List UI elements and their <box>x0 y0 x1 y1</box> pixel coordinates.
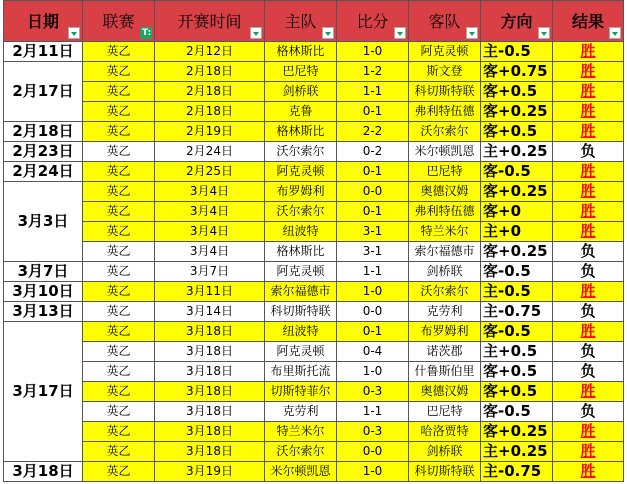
score-cell[interactable]: 0-1 <box>337 322 409 342</box>
score-cell[interactable]: 0-0 <box>337 182 409 202</box>
start-time-cell[interactable]: 3月18日 <box>155 322 265 342</box>
start-time-cell[interactable]: 3月18日 <box>155 402 265 422</box>
away-team-cell[interactable]: 什鲁斯伯里 <box>409 362 481 382</box>
league-cell[interactable]: 英乙 <box>83 122 155 142</box>
home-team-cell[interactable]: 格林斯比 <box>265 42 337 62</box>
table-row <box>4 82 624 102</box>
result-cell[interactable]: 负 <box>553 402 624 422</box>
result-cell[interactable]: 胜 <box>553 282 624 302</box>
score-cell[interactable]: 1-0 <box>337 362 409 382</box>
league-cell[interactable]: 英乙 <box>83 442 155 462</box>
score-cell[interactable]: 0-2 <box>337 142 409 162</box>
table-row <box>4 362 624 382</box>
score-cell[interactable]: 0-1 <box>337 162 409 182</box>
result-cell[interactable]: 负 <box>553 302 624 322</box>
filter-dropdown-icon[interactable] <box>466 27 478 39</box>
date-cell[interactable]: 3月3日 <box>4 182 83 262</box>
home-team-cell[interactable]: 科切斯特联 <box>265 302 337 322</box>
start-time-cell[interactable]: 3月18日 <box>155 442 265 462</box>
result-cell[interactable]: 胜 <box>553 82 624 102</box>
league-cell[interactable]: 英乙 <box>83 162 155 182</box>
direction-cell[interactable]: 客+0.5 <box>481 82 553 102</box>
league-cell[interactable]: 英乙 <box>83 102 155 122</box>
league-cell[interactable]: 英乙 <box>83 322 155 342</box>
direction-cell[interactable]: 客+0.75 <box>481 62 553 82</box>
filter-dropdown-icon[interactable] <box>609 27 621 39</box>
home-team-cell[interactable]: 布罗姆利 <box>265 182 337 202</box>
table-row <box>4 442 624 462</box>
away-team-cell[interactable]: 奥德汉姆 <box>409 182 481 202</box>
direction-cell[interactable]: 客+0.5 <box>481 362 553 382</box>
start-time-cell[interactable]: 3月18日 <box>155 342 265 362</box>
table-row <box>4 222 624 242</box>
league-cell[interactable]: 英乙 <box>83 362 155 382</box>
home-team-cell[interactable]: 格林斯比 <box>265 242 337 262</box>
match-table <box>3 0 624 482</box>
start-time-cell[interactable]: 3月18日 <box>155 422 265 442</box>
result-cell[interactable]: 胜 <box>553 182 624 202</box>
start-time-cell[interactable]: 2月18日 <box>155 62 265 82</box>
league-cell[interactable]: 英乙 <box>83 62 155 82</box>
score-cell[interactable]: 1-1 <box>337 82 409 102</box>
start-time-cell[interactable]: 2月18日 <box>155 102 265 122</box>
score-cell[interactable]: 3-1 <box>337 222 409 242</box>
home-team-cell[interactable]: 巴尼特 <box>265 62 337 82</box>
away-team-cell[interactable]: 剑桥联 <box>409 442 481 462</box>
away-team-cell[interactable]: 科切斯特联 <box>409 462 481 482</box>
start-time-cell[interactable]: 2月12日 <box>155 42 265 62</box>
start-time-cell[interactable]: 2月19日 <box>155 122 265 142</box>
league-cell[interactable]: 英乙 <box>83 342 155 362</box>
start-time-cell[interactable]: 3月7日 <box>155 262 265 282</box>
direction-cell[interactable]: 客+0.25 <box>481 422 553 442</box>
score-cell[interactable]: 0-1 <box>337 102 409 122</box>
score-cell[interactable]: 0-4 <box>337 342 409 362</box>
home-team-cell[interactable]: 纽波特 <box>265 322 337 342</box>
header-start-time: 开赛时间 <box>155 1 265 42</box>
home-team-cell[interactable]: 克劳利 <box>265 402 337 422</box>
score-cell[interactable]: 1-0 <box>337 282 409 302</box>
start-time-cell[interactable]: 2月18日 <box>155 82 265 102</box>
result-cell[interactable]: 胜 <box>553 102 624 122</box>
home-team-cell[interactable]: 索尔福德市 <box>265 282 337 302</box>
score-cell[interactable]: 0-0 <box>337 302 409 322</box>
filter-dropdown-icon[interactable] <box>68 27 80 39</box>
direction-cell[interactable]: 客+0.5 <box>481 382 553 402</box>
league-cell[interactable]: 英乙 <box>83 222 155 242</box>
home-team-cell[interactable]: 克鲁 <box>265 102 337 122</box>
result-cell[interactable]: 胜 <box>553 422 624 442</box>
table-row <box>4 382 624 402</box>
table-row <box>4 162 624 182</box>
away-team-cell[interactable]: 哈洛贾特 <box>409 422 481 442</box>
date-cell[interactable]: 3月18日 <box>4 462 83 482</box>
home-team-cell[interactable]: 阿克灵顿 <box>265 342 337 362</box>
table-row <box>4 462 624 482</box>
result-cell[interactable]: 胜 <box>553 462 624 482</box>
away-team-cell[interactable]: 斯文登 <box>409 62 481 82</box>
score-cell[interactable]: 1-2 <box>337 62 409 82</box>
header-score: 比分 <box>337 1 409 42</box>
away-team-cell[interactable]: 沃尔索尔 <box>409 282 481 302</box>
direction-cell[interactable]: 客+0.5 <box>481 122 553 142</box>
result-cell[interactable]: 胜 <box>553 162 624 182</box>
result-cell[interactable]: 胜 <box>553 122 624 142</box>
table-row <box>4 422 624 442</box>
result-cell[interactable]: 胜 <box>553 62 624 82</box>
direction-cell[interactable]: 客-0.5 <box>481 322 553 342</box>
header-direction: 方向 <box>481 1 553 42</box>
direction-cell[interactable]: 主-0.75 <box>481 462 553 482</box>
home-team-cell[interactable]: 特兰米尔 <box>265 422 337 442</box>
start-time-cell[interactable]: 3月18日 <box>155 382 265 402</box>
date-cell[interactable]: 3月10日 <box>4 282 83 302</box>
header-date: 日期 <box>4 1 83 42</box>
table-row <box>4 42 624 62</box>
away-team-cell[interactable]: 布罗姆利 <box>409 322 481 342</box>
result-cell[interactable]: 负 <box>553 362 624 382</box>
league-cell[interactable]: 英乙 <box>83 262 155 282</box>
home-team-cell[interactable]: 沃尔索尔 <box>265 142 337 162</box>
home-team-cell[interactable]: 米尔顿凯恩 <box>265 462 337 482</box>
away-team-cell[interactable]: 克劳利 <box>409 302 481 322</box>
start-time-cell[interactable]: 2月24日 <box>155 142 265 162</box>
home-team-cell[interactable]: 格林斯比 <box>265 122 337 142</box>
score-cell[interactable]: 1-0 <box>337 42 409 62</box>
away-team-cell[interactable]: 诺茨郡 <box>409 342 481 362</box>
away-team-cell[interactable]: 巴尼特 <box>409 162 481 182</box>
direction-cell[interactable]: 客-0.5 <box>481 262 553 282</box>
home-team-cell[interactable]: 沃尔索尔 <box>265 442 337 462</box>
direction-cell[interactable]: 客-0.5 <box>481 162 553 182</box>
table-row <box>4 342 624 362</box>
score-cell[interactable]: 0-3 <box>337 422 409 442</box>
away-team-cell[interactable]: 奥德汉姆 <box>409 382 481 402</box>
score-cell[interactable]: 1-1 <box>337 402 409 422</box>
date-cell[interactable]: 2月11日 <box>4 42 83 62</box>
direction-cell[interactable]: 客+0.25 <box>481 102 553 122</box>
away-team-cell[interactable]: 弗利特伍德 <box>409 202 481 222</box>
home-team-cell[interactable]: 阿克灵顿 <box>265 162 337 182</box>
league-cell[interactable]: 英乙 <box>83 302 155 322</box>
direction-cell[interactable]: 客-0.5 <box>481 402 553 422</box>
date-cell[interactable]: 3月13日 <box>4 302 83 322</box>
filter-dropdown-icon[interactable] <box>250 27 262 39</box>
result-cell[interactable]: 胜 <box>553 442 624 462</box>
filter-dropdown-icon[interactable] <box>538 27 550 39</box>
start-time-cell[interactable]: 3月4日 <box>155 182 265 202</box>
home-team-cell[interactable]: 剑桥联 <box>265 82 337 102</box>
table-row <box>4 182 624 202</box>
league-cell[interactable]: 英乙 <box>83 182 155 202</box>
result-cell[interactable]: 负 <box>553 142 624 162</box>
league-cell[interactable]: 英乙 <box>83 402 155 422</box>
result-cell[interactable]: 负 <box>553 242 624 262</box>
table-row <box>4 62 624 82</box>
filter-active-icon[interactable] <box>140 27 152 39</box>
table-row <box>4 142 624 162</box>
result-cell[interactable]: 胜 <box>553 42 624 62</box>
table-row <box>4 262 624 282</box>
direction-cell[interactable]: 主-0.5 <box>481 282 553 302</box>
score-cell[interactable]: 0-3 <box>337 382 409 402</box>
table-row <box>4 202 624 222</box>
home-team-cell[interactable]: 阿克灵顿 <box>265 262 337 282</box>
start-time-cell[interactable]: 3月14日 <box>155 302 265 322</box>
score-cell[interactable]: 1-1 <box>337 262 409 282</box>
start-time-cell[interactable]: 3月11日 <box>155 282 265 302</box>
start-time-cell[interactable]: 3月19日 <box>155 462 265 482</box>
away-team-cell[interactable]: 巴尼特 <box>409 402 481 422</box>
table-row <box>4 242 624 262</box>
header-row <box>4 1 624 42</box>
home-team-cell[interactable]: 沃尔索尔 <box>265 202 337 222</box>
away-team-cell[interactable]: 米尔顿凯恩 <box>409 142 481 162</box>
away-team-cell[interactable]: 沃尔索尔 <box>409 122 481 142</box>
away-team-cell[interactable]: 弗利特伍德 <box>409 102 481 122</box>
start-time-cell[interactable]: 3月4日 <box>155 242 265 262</box>
table-row <box>4 122 624 142</box>
start-time-cell[interactable]: 3月4日 <box>155 222 265 242</box>
result-cell[interactable]: 负 <box>553 262 624 282</box>
away-team-cell[interactable]: 特兰米尔 <box>409 222 481 242</box>
date-cell[interactable]: 2月23日 <box>4 142 83 162</box>
league-cell[interactable]: 英乙 <box>83 382 155 402</box>
date-cell[interactable]: 3月7日 <box>4 262 83 282</box>
direction-cell[interactable]: 主+0.25 <box>481 142 553 162</box>
table-row <box>4 302 624 322</box>
home-team-cell[interactable]: 切斯特菲尔 <box>265 382 337 402</box>
header-away: 客队 <box>409 1 481 42</box>
start-time-cell[interactable]: 2月25日 <box>155 162 265 182</box>
result-cell[interactable]: 胜 <box>553 382 624 402</box>
result-cell[interactable]: 胜 <box>553 322 624 342</box>
league-cell[interactable]: 英乙 <box>83 282 155 302</box>
result-cell[interactable]: 负 <box>553 342 624 362</box>
score-cell[interactable]: 0-0 <box>337 442 409 462</box>
score-cell[interactable]: 3-1 <box>337 242 409 262</box>
date-cell[interactable]: 2月24日 <box>4 162 83 182</box>
direction-cell[interactable]: 主-0.75 <box>481 302 553 322</box>
score-cell[interactable]: 2-2 <box>337 122 409 142</box>
direction-cell[interactable]: 主+0 <box>481 222 553 242</box>
league-cell[interactable]: 英乙 <box>83 462 155 482</box>
league-cell[interactable]: 英乙 <box>83 42 155 62</box>
league-cell[interactable]: 英乙 <box>83 82 155 102</box>
table-row <box>4 402 624 422</box>
result-cell[interactable]: 胜 <box>553 222 624 242</box>
date-cell[interactable]: 2月17日 <box>4 62 83 122</box>
away-team-cell[interactable]: 科切斯特联 <box>409 82 481 102</box>
home-team-cell[interactable]: 纽波特 <box>265 222 337 242</box>
filter-dropdown-icon[interactable] <box>394 27 406 39</box>
direction-cell[interactable]: 主+0.25 <box>481 442 553 462</box>
table-row <box>4 322 624 342</box>
home-team-cell[interactable]: 布里斯托流 <box>265 362 337 382</box>
filter-dropdown-icon[interactable] <box>322 27 334 39</box>
away-team-cell[interactable]: 索尔福德市 <box>409 242 481 262</box>
table-row <box>4 282 624 302</box>
direction-cell[interactable]: 客+0.25 <box>481 242 553 262</box>
start-time-cell[interactable]: 3月4日 <box>155 202 265 222</box>
league-cell[interactable]: 英乙 <box>83 242 155 262</box>
direction-cell[interactable]: 客+0 <box>481 202 553 222</box>
date-cell[interactable]: 3月17日 <box>4 322 83 462</box>
direction-cell[interactable]: 主+0.5 <box>481 342 553 362</box>
score-cell[interactable]: 1-0 <box>337 462 409 482</box>
league-cell[interactable]: 英乙 <box>83 142 155 162</box>
result-cell[interactable]: 胜 <box>553 202 624 222</box>
start-time-cell[interactable]: 3月18日 <box>155 362 265 382</box>
league-cell[interactable]: 英乙 <box>83 422 155 442</box>
direction-cell[interactable]: 客+0.25 <box>481 182 553 202</box>
date-cell[interactable]: 2月18日 <box>4 122 83 142</box>
header-result: 结果 <box>553 1 624 42</box>
direction-cell[interactable]: 主-0.5 <box>481 42 553 62</box>
header-home: 主队 <box>265 1 337 42</box>
table-row <box>4 102 624 122</box>
away-team-cell[interactable]: 阿克灵顿 <box>409 42 481 62</box>
away-team-cell[interactable]: 剑桥联 <box>409 262 481 282</box>
header-league: 联赛 T: <box>83 1 155 42</box>
league-cell[interactable]: 英乙 <box>83 202 155 222</box>
score-cell[interactable]: 0-1 <box>337 202 409 222</box>
